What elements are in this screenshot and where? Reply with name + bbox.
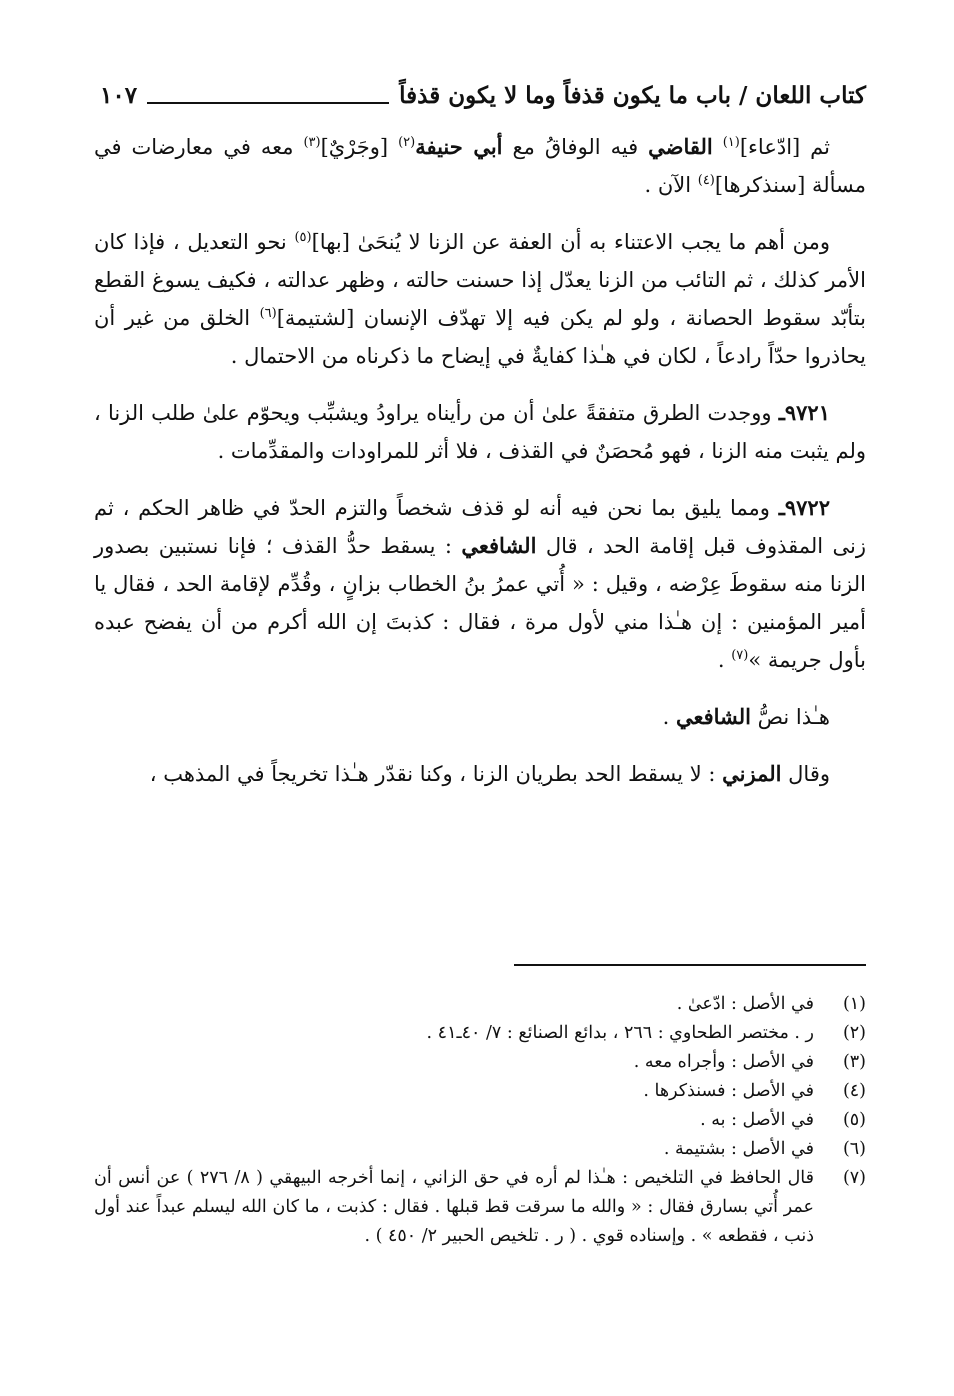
- footnote-number: (٤): [842, 1081, 866, 1101]
- bold-term: ٩٧٢١ـ: [778, 400, 830, 425]
- footnote-separator: [514, 964, 866, 966]
- text-run: ومما يليق بما نحن فيه أنه لو قذف شخصاً والتزم الحدّ في ظاهر الحكم ، ثم زنى المقذوف قبل إقامة الحد ، قال: [94, 496, 866, 558]
- footnote-item: [94, 990, 866, 1019]
- footnote-text: في الأصل : به .: [700, 1110, 814, 1130]
- paragraph: [94, 698, 866, 736]
- bold-term: القاضي: [648, 134, 713, 159]
- footnote-text: في الأصل : وأجراه معه .: [633, 1052, 814, 1072]
- text-run: نحو التعديل ، فإذا كان الأمر كذلك ، ثم التائب من الزنا يعدّل إذا حسنت حالته ، وظهر عدالته ، فكيف يسوغ القطع بتأبّد سقوط الحصانة ، ولو لم يكن فيه إلا تهدّف الإنسان [لشتيمة]: [94, 230, 866, 330]
- footnote-item: [94, 1164, 866, 1251]
- footnote-ref: (٥): [294, 230, 312, 245]
- footnote-item: [94, 1135, 866, 1164]
- footnote-number: (١): [842, 994, 866, 1014]
- paragraph: [94, 223, 866, 375]
- text-run: : لا يسقط الحد بطريان الزنا ، وكنا نقدّر هـٰذا تخريجاً في المذهب ،: [149, 762, 723, 786]
- text-run: فيه الوفاقُ مع: [502, 135, 649, 159]
- text-run: وقال: [781, 762, 830, 786]
- text-run: ومن أهم ما يجب الاعتناء به أن العفة عن الزنا لا يُنحَىٰ [بها]: [311, 230, 830, 254]
- footnote-ref: (٤): [697, 173, 715, 188]
- footnote-item: [94, 1019, 866, 1048]
- text-run: .: [662, 705, 676, 729]
- footnote-text: في الأصل : فسنذكرها .: [643, 1081, 814, 1101]
- bold-term: المزني: [722, 761, 782, 786]
- footnote-text: في الأصل : ادّعىٰ .: [676, 994, 814, 1014]
- footnote-text: في الأصل : بشتيمة .: [663, 1139, 814, 1159]
- header-rule: [147, 102, 389, 104]
- paragraph: [94, 394, 866, 470]
- paragraph: [94, 755, 866, 793]
- footnote-number: (٥): [842, 1110, 866, 1130]
- text-run: ثم [ادّعاء]: [739, 135, 831, 159]
- text-run: : يسقط حدُّ القذف ؛ فإنا نستبين بصدور الزنا منه سقوطَ عِرْضه ، وقيل : « أُتي عمرُ بنُ الخطاب بزانٍ ، وقُدِّم لإقامة الحد ، فقال يا أمير المؤمنين : إن هـٰذا مني لأول مرة ، فقال : كذبتَ إن الله أكرم من أن يفضح عبده بأول جريمة »: [94, 534, 866, 672]
- footnote-ref: (٦): [259, 306, 277, 321]
- text-run: هـٰذا نصُّ: [750, 705, 830, 729]
- footnote-ref: (٧): [731, 648, 749, 663]
- running-title: كتاب اللعان / باب ما يكون قذفاً وما لا يكون قذفاً: [399, 82, 866, 109]
- page-number: ١٠٧: [100, 82, 138, 109]
- text-run: .: [717, 648, 732, 672]
- footnote-item: [94, 1077, 866, 1106]
- text-run: [وجَرْيٌ]: [320, 135, 399, 159]
- page-header: [100, 72, 866, 116]
- footnote-text: ر . مختصر الطحاوي : ٢٦٦ ، بدائع الصنائع : ٧/ ٤٠ـ٤١ .: [426, 1023, 814, 1043]
- footnote-item: [94, 1048, 866, 1077]
- footnote-number: (٧): [842, 1168, 866, 1188]
- text-run: معه في معارضات في مسألة [سنذكرها]: [94, 135, 866, 197]
- text-run: الخلق من غير أن يحاذروا حدّاً رادعاً ، لكان في هـٰذا كفايةٌ في إيضاح ما ذكرناه من الاحتمال .: [94, 306, 866, 368]
- footnotes: [94, 990, 866, 1251]
- paragraph: [94, 489, 866, 679]
- footnote-text: قال الحافظ في التلخيص : هـٰذا لم أره في حق الزاني ، إنما أخرجه البيهقي ( ٨/ ٢٧٦ ) عن أنس أن عمر أُتي بسارق فقال : « والله ما سرقت قط قبلها . فقال : كذبت ، ما كان الله ليسلم عبداً عند أول ذنب ، فقطعه » . وإسناده قوي . ( ر . تلخيص الحبير ٢/ ٤٥٠ ) .: [94, 1168, 814, 1246]
- bold-term: أبي حنيفة: [415, 134, 503, 159]
- main-text: [94, 128, 866, 812]
- footnote-ref: (١): [722, 135, 740, 150]
- footnote-number: (٣): [842, 1052, 866, 1072]
- footnote-ref: (٢): [398, 135, 416, 150]
- text-run: الآن .: [644, 173, 698, 197]
- bold-term: الشافعي: [461, 533, 537, 558]
- footnote-item: [94, 1106, 866, 1135]
- text-run: [713, 135, 723, 159]
- paragraph: [94, 128, 866, 204]
- footnote-ref: (٣): [303, 135, 321, 150]
- bold-term: الشافعي: [675, 704, 751, 729]
- text-run: ووجدت الطرق متفقةً علىٰ أن من رأيناه يراودُ ويشبِّب ويحوّم علىٰ طلب الزنا ، ولم يثبت منه الزنا ، فهو مُحصَنٌ في القذف ، فلا أثر للمراودات والمقدِّمات .: [94, 401, 866, 463]
- bold-term: ٩٧٢٢ـ: [778, 495, 830, 520]
- footnote-number: (٢): [842, 1023, 866, 1043]
- footnote-number: (٦): [842, 1139, 866, 1159]
